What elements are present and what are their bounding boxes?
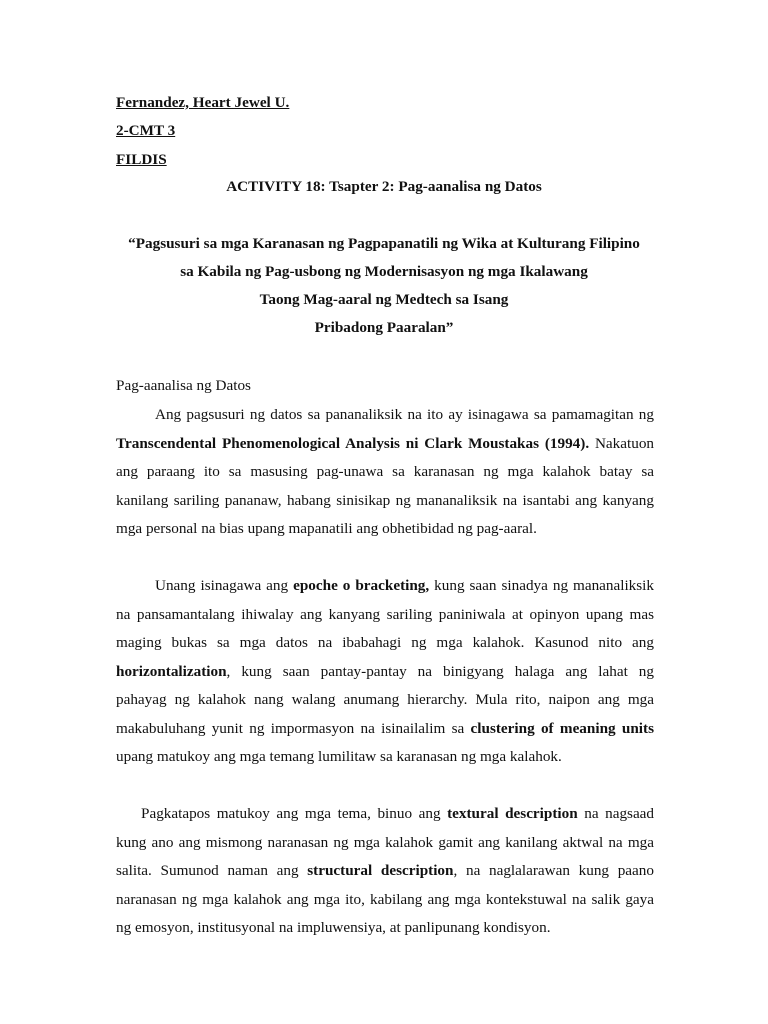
p2-line-1-a: Unang isinagawa ang (155, 577, 294, 594)
p2-line-4-rest: , kung saan pantay-pantay na binigyang halaga ang lahat ng (226, 663, 654, 680)
activity-title: ACTIVITY 18: Tsapter 2: Pag-aanalisa ng Datos (226, 178, 542, 195)
p2-line-4 (116, 662, 654, 682)
section-heading: Pag-aanalisa ng Datos (116, 377, 251, 394)
p3-line-2: kung ano ang mismong naranasan ng mga kalahok gamit ang kanilang aktwal na mga (116, 834, 654, 851)
student-section: 2-CMT 3 (116, 122, 176, 139)
p1-line-2 (116, 434, 654, 454)
research-title-line-2: sa Kabila ng Pag-usbong ng Modernisasyon ng mga Ikalawang (180, 263, 588, 280)
subject-name: FILDIS (116, 151, 167, 168)
p2-line-5: pahayag ng kalahok nang walang anumang hierarchy. Mula rito, naipon ang mga (116, 691, 654, 708)
p3-bold-structural: structural description (307, 862, 454, 879)
p2-line-1 (155, 576, 654, 596)
p3-line-1 (141, 804, 654, 824)
p3-line-5: ng emosyon, institusyonal na impluwensiya, at panlipunang kondisyon. (116, 919, 551, 936)
research-title-line-3: Taong Mag-aaral ng Medtech sa Isang (259, 291, 509, 308)
p1-line-3: ang paraang ito sa masusing pag-unawa sa karanasan ng mga kalahok batay sa (116, 463, 654, 480)
research-title-line-4: Pribadong Paaralan” (314, 319, 454, 336)
research-title-line-1: “Pagsusuri sa mga Karanasan ng Pagpapanatili ng Wika at Kulturang Filipino (128, 235, 640, 252)
p3-line-1-a: Pagkatapos matukoy ang mga tema, binuo ang (141, 805, 448, 822)
p3-line-3-b: , na naglalarawan kung paano (453, 862, 654, 879)
p2-line-7: upang matukoy ang mga temang lumilitaw sa karanasan ng mga kalahok. (116, 748, 562, 765)
p2-bold-epoche: epoche o bracketing, (293, 577, 430, 594)
p3-line-4: naranasan ng mga kalahok ang mga ito, kabilang ang mga kontekstuwal na salik gaya (116, 891, 654, 908)
p3-line-3-a: salita. Sumunod naman ang (116, 862, 308, 879)
student-name: Fernandez, Heart Jewel U. (116, 94, 290, 111)
p3-line-3 (116, 861, 654, 881)
p2-line-2: na pansamantalang ihiwalay ang kanyang sariling paniniwala at opinyon upang mas (116, 606, 654, 623)
p2-line-6 (116, 719, 654, 739)
p1-bold-method: Transcendental Phenomenological Analysis ni Clark Moustakas (1994). (116, 435, 590, 452)
p1-line-1: Ang pagsusuri ng datos sa pananaliksik na ito ay isinagawa sa pamamagitan ng (155, 406, 654, 423)
p2-bold-horizontalization: horizontalization (116, 663, 227, 680)
p2-bold-clustering: clustering of meaning units (470, 720, 654, 737)
p2-line-1-b: kung saan sinadya ng mananaliksik (429, 577, 654, 594)
p1-line-2-rest: Nakatuon (589, 435, 655, 452)
p3-line-1-b: na nagsaad (577, 805, 655, 822)
p3-bold-textural: textural description (447, 805, 578, 822)
p1-line-4: kanilang sariling pananaw, habang sinisikap ng mananaliksik na isantabi ang kanyang (116, 492, 654, 509)
p2-line-3: maging bukas sa mga datos na ibabahagi ng mga kalahok. Kasunod nito ang (116, 634, 654, 651)
p2-line-6-a: makabuluhang yunit ng impormasyon na isinailalim sa (116, 720, 471, 737)
p1-line-5: mga personal na bias upang mapanatili ang obhetibidad ng pag-aaral. (116, 520, 537, 537)
